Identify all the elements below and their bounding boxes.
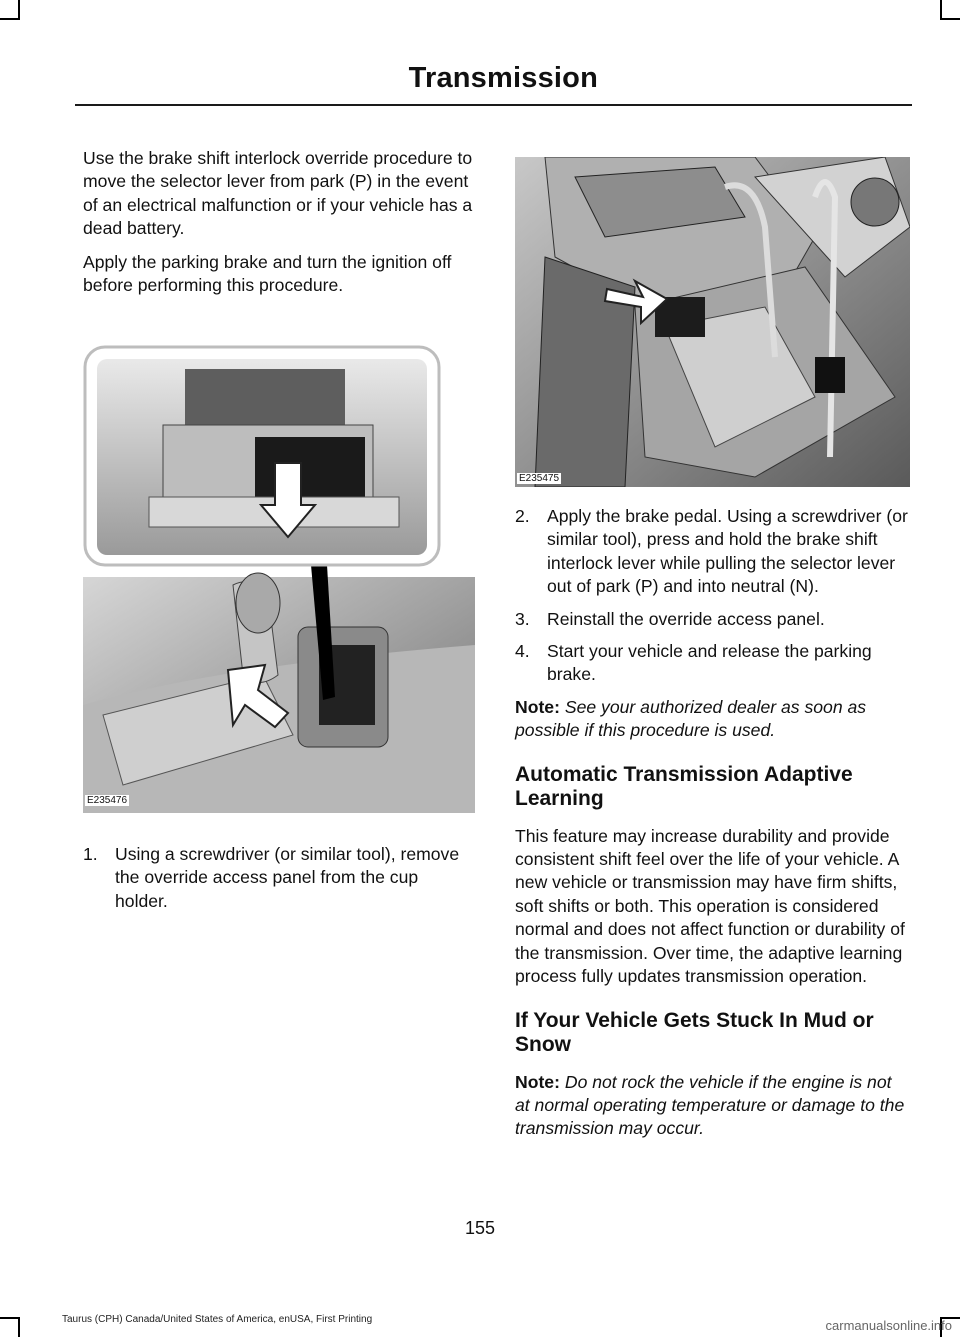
note-text: Do not rock the vehicle if the engine is not at normal operating temperature or damage to the transmission may occur. bbox=[515, 1071, 905, 1139]
step-text: Reinstall the override access panel. bbox=[547, 608, 825, 629]
left-intro bbox=[83, 147, 475, 307]
step-3 bbox=[515, 608, 910, 631]
step-text: Start your vehicle and release the parking brake. bbox=[547, 641, 872, 685]
left-steps bbox=[83, 843, 475, 922]
note-rocking bbox=[515, 1071, 910, 1141]
page-number: 155 bbox=[464, 1218, 496, 1238]
cup-holder-illustration bbox=[83, 345, 475, 813]
note-label: Note: bbox=[515, 696, 560, 717]
crop-mark bbox=[0, 1317, 20, 1319]
intro-paragraph: Use the brake shift interlock override procedure to move the selector lever from park (P) in the event of an electrical malfunction or if your vehicle has a dead battery. bbox=[83, 148, 473, 239]
step-number: 2. bbox=[515, 506, 530, 526]
section-paragraph: This feature may increase durability and provide consistent shift feel over the life of your vehicle. A new vehicle or transmission may have firm shifts, soft shifts or both. This operation is considered normal and does not affect function or durability of the transmission. Over time, the adaptive learning process fully updates transmission operation. bbox=[515, 825, 905, 987]
step-number: 4. bbox=[515, 641, 530, 662]
print-info: Taurus (CPH) Canada/United States of America, enUSA, First Printing bbox=[62, 1314, 373, 1325]
step-number: 1. bbox=[83, 844, 98, 864]
figure-code: E235475 bbox=[519, 473, 560, 484]
interlock-lever-illustration bbox=[515, 157, 910, 487]
step-number: 3. bbox=[515, 608, 530, 629]
step-text: Apply the brake pedal. Using a screwdriver (or similar tool), press and hold the brake shift interlock lever while pulling the selector lever out of park (P) and into neutral (N). bbox=[547, 506, 908, 597]
note-label: Note: bbox=[515, 1071, 560, 1092]
step-1 bbox=[83, 843, 475, 913]
title-divider bbox=[75, 104, 912, 106]
section-heading-stuck-mud-snow: If Your Vehicle Gets Stuck In Mud or Snow bbox=[515, 1008, 874, 1056]
step-4 bbox=[515, 640, 910, 687]
note-dealer bbox=[515, 696, 910, 743]
step-text: Using a screwdriver (or similar tool), remove the override access panel from the cup holder. bbox=[115, 844, 460, 911]
page-title: Transmission bbox=[408, 62, 598, 94]
note-text: See your authorized dealer as soon as possible if this procedure is used. bbox=[515, 696, 867, 741]
step-2 bbox=[515, 505, 910, 599]
figure-interlock-lever bbox=[515, 157, 910, 487]
watermark: carmanualsonline.info bbox=[825, 1318, 952, 1333]
crop-mark bbox=[18, 1317, 20, 1337]
intro-paragraph: Apply the parking brake and turn the ignition off before performing this procedure. bbox=[83, 251, 452, 296]
crop-mark bbox=[0, 18, 20, 20]
section-heading-adaptive-learning: Automatic Transmission Adaptive Learning bbox=[515, 762, 853, 810]
right-content bbox=[515, 505, 910, 1151]
crop-mark bbox=[940, 18, 960, 20]
figure-cup-holder-panel bbox=[83, 345, 475, 813]
figure-code: E235476 bbox=[87, 795, 128, 806]
crop-mark bbox=[940, 0, 942, 20]
crop-mark bbox=[18, 0, 20, 20]
